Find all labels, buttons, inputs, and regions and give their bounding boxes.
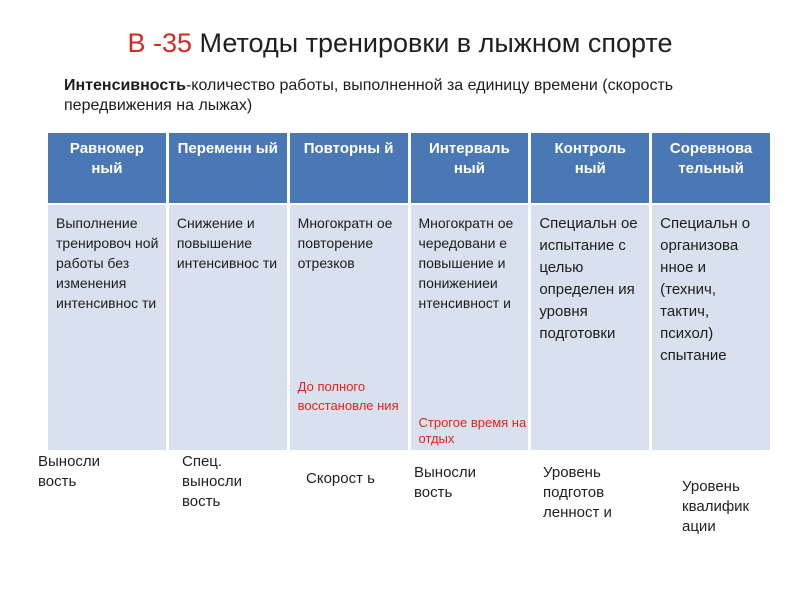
definition-term: Интенсивность: [64, 77, 186, 94]
definition-body: -количество работы, выполненной за единицу времени (скорость передвижения на лыжах): [64, 77, 674, 114]
bottom-label: Спец. выносли вость: [182, 453, 243, 510]
bottom-label: Выносли вость: [38, 453, 101, 490]
definition-text: [64, 76, 764, 116]
body-cell: [531, 205, 649, 450]
cell-text: Специальн о организова нное и (технич, тактич, психол) спытание: [660, 215, 751, 364]
cell-text: Многократн ое чередовани е повышение и понижениеи нтенсивност и: [418, 215, 514, 311]
slide-title-text: Методы тренировки в лыжном спорте: [192, 28, 673, 58]
bottom-label: Уровень квалифик ации: [682, 478, 750, 535]
cell-text: Специальн ое испытание с целью определен ия уровня подготовки: [539, 215, 638, 342]
bottom-label: Скорост ь: [306, 470, 375, 487]
header-cell: Повторны й: [290, 133, 408, 205]
red-note: До полного восстановле ния: [297, 379, 399, 413]
red-note: Строгое время на отдых: [418, 415, 527, 446]
slide-code: В -35: [127, 28, 193, 58]
cell-text: Многократн ое повторение отрезков: [297, 215, 393, 271]
slide-title: [0, 28, 800, 59]
body-cell: [652, 205, 770, 450]
body-cell: [48, 205, 166, 450]
methods-table: [48, 133, 770, 450]
header-cell: Равномер ный: [48, 133, 166, 205]
cell-text: Снижение и повышение интенсивнос ти: [176, 215, 278, 271]
body-cell: [290, 205, 408, 450]
header-cell: Интерваль ный: [411, 133, 529, 205]
cell-text: Выполнение тренировоч ной работы без изменения интенсивнос ти: [56, 215, 159, 311]
body-cell: [411, 205, 529, 450]
header-cell: Контроль ный: [531, 133, 649, 205]
body-cell: [169, 205, 287, 450]
header-cell: Соревнова тельный: [652, 133, 770, 205]
bottom-label: Выносли вость: [414, 464, 477, 501]
header-cell: Переменн ый: [169, 133, 287, 205]
bottom-label: Уровень подготов ленност и: [543, 464, 612, 521]
